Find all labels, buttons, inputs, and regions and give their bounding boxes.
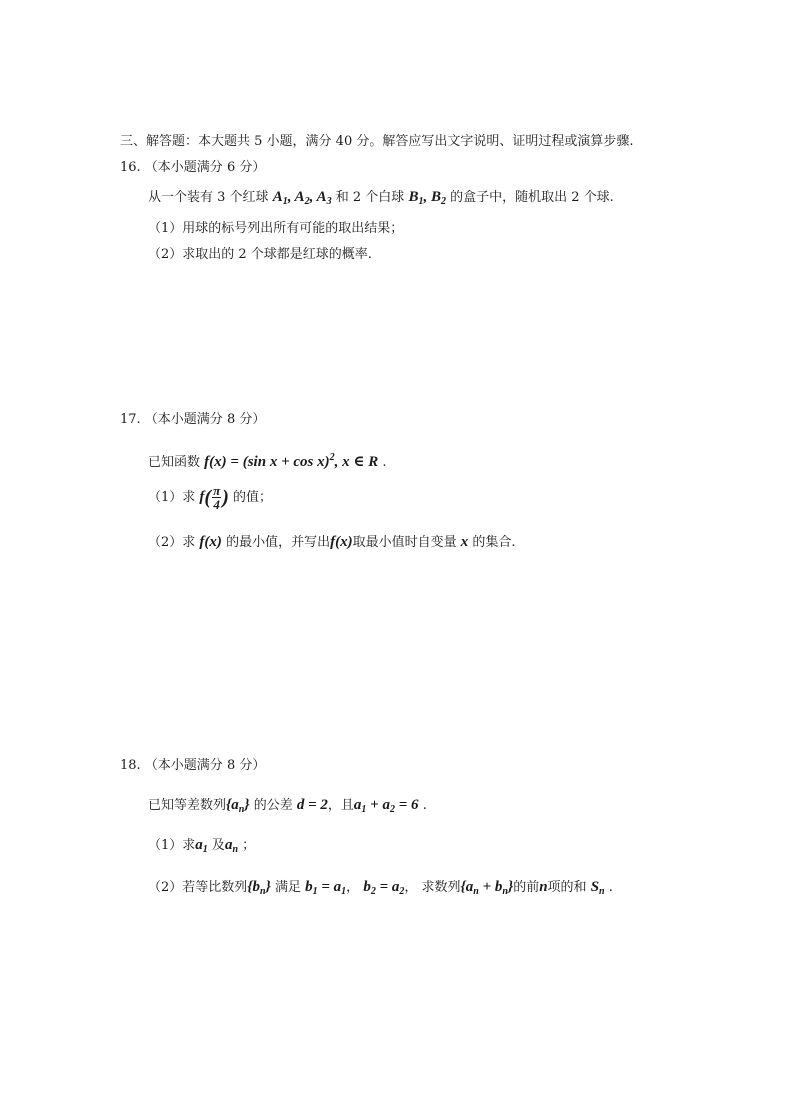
problem-18-part-2-mid3: ， 求数列 (404, 880, 461, 895)
problem-18-heading: 18. （本小题满分 8 分） (120, 758, 266, 773)
problem-18-stem (148, 796, 427, 819)
problem-17-part-2 (148, 533, 516, 552)
problem-17-stem-post: . (382, 455, 387, 470)
problem-18-part-2-post: . (608, 880, 613, 895)
problem-16-stem-post: 的盒子中，随机取出 2 个球. (450, 190, 614, 205)
function-definition-formula: f(x) = (sin x + cos x)$^2$, x ∈ R (204, 452, 379, 470)
fx-formula: f(x) (199, 534, 222, 550)
section-header: 三、解答题：本大题共 5 小题，满分 40 分。解答应写出文字说明、证明过程或演算步骤. (120, 134, 634, 149)
problem-18-part-2-mid: 满足 (274, 880, 301, 895)
problem-16-part-2: （2）求取出的 2 个球都是红球的概率. (148, 247, 372, 262)
sn-formula: $S_n$ (590, 879, 605, 897)
problem-18-stem-mid2: ，且 (327, 798, 354, 813)
common-difference-formula: d = 2 (296, 797, 328, 813)
sum-condition-formula: $a_1 + a_2 = 6$ (353, 797, 419, 815)
problem-18-part-1-text: （1）求 (148, 838, 196, 853)
sequence-a-formula: $\{a_n\}$ (226, 797, 250, 815)
problem-18-stem-text: 已知等差数列 (148, 798, 227, 813)
problem-18-part-1 (148, 836, 255, 859)
f-of-pi-over-4-formula: f( $\frac{\pi}{4}$ ) (199, 483, 229, 513)
problem-17-heading: 17. （本小题满分 8 分） (120, 412, 266, 427)
problem-17-part-1-text: （1）求 (148, 490, 196, 505)
problem-17-stem (148, 449, 387, 472)
problem-18-part-2 (148, 878, 613, 901)
problem-18-part-2-text: （2）若等比数列 (148, 880, 248, 895)
problem-18-part-2-mid2: ， (346, 880, 360, 895)
problem-18-part-2-mid4: 的前 (513, 880, 540, 895)
problem-18-part-1-mid: 及 (211, 838, 225, 853)
problem-18-part-2-mid5: 项的和 (547, 880, 587, 895)
a1-formula: $a_1$ (195, 837, 208, 855)
problem-17-part-2-mid: 的最小值，并写出 (226, 535, 331, 550)
problem-17-part-2-mid2: 取最小值时自变量 (352, 535, 457, 550)
problem-17-part-1-post: 的值； (233, 490, 273, 505)
problem-18-stem-mid: 的公差 (253, 798, 293, 813)
problem-17-part-1 (148, 481, 272, 514)
problem-18-stem-post: . (422, 798, 427, 813)
problem-16-stem-mid: 和 2 个白球 (335, 190, 405, 205)
red-balls-formula: $A_1$, $A_2$, $A_3$ (272, 189, 332, 207)
problem-17-part-2-post: 的集合. (472, 535, 516, 550)
problem-16-heading: 16. （本小题满分 6 分） (120, 160, 266, 175)
problem-16-part-1: （1）用球的标号列出所有可能的取出结果； (148, 221, 404, 236)
b2-condition-formula: $b_2 = a_2$ (363, 879, 405, 897)
b1-condition-formula: $b_1 = a_1$ (305, 879, 347, 897)
problem-17-part-2-text: （2）求 (148, 535, 196, 550)
problem-17-stem-text: 已知函数 (148, 455, 201, 470)
variable-n: n (539, 879, 548, 895)
sequence-b-formula: $\{b_n\}$ (247, 879, 271, 897)
white-balls-formula: $B_1$, $B_2$ (408, 189, 446, 207)
problem-16-stem (148, 188, 614, 211)
sequence-sum-formula: $\{a_n + b_n\}$ (460, 879, 514, 897)
variable-x: x (460, 534, 469, 550)
fx-formula-2: f(x) (330, 534, 353, 550)
an-formula: $a_n$ (224, 837, 238, 855)
problem-16-stem-text: 从一个装有 3 个红球 (148, 190, 269, 205)
problem-18-part-1-post: ； (242, 838, 256, 853)
